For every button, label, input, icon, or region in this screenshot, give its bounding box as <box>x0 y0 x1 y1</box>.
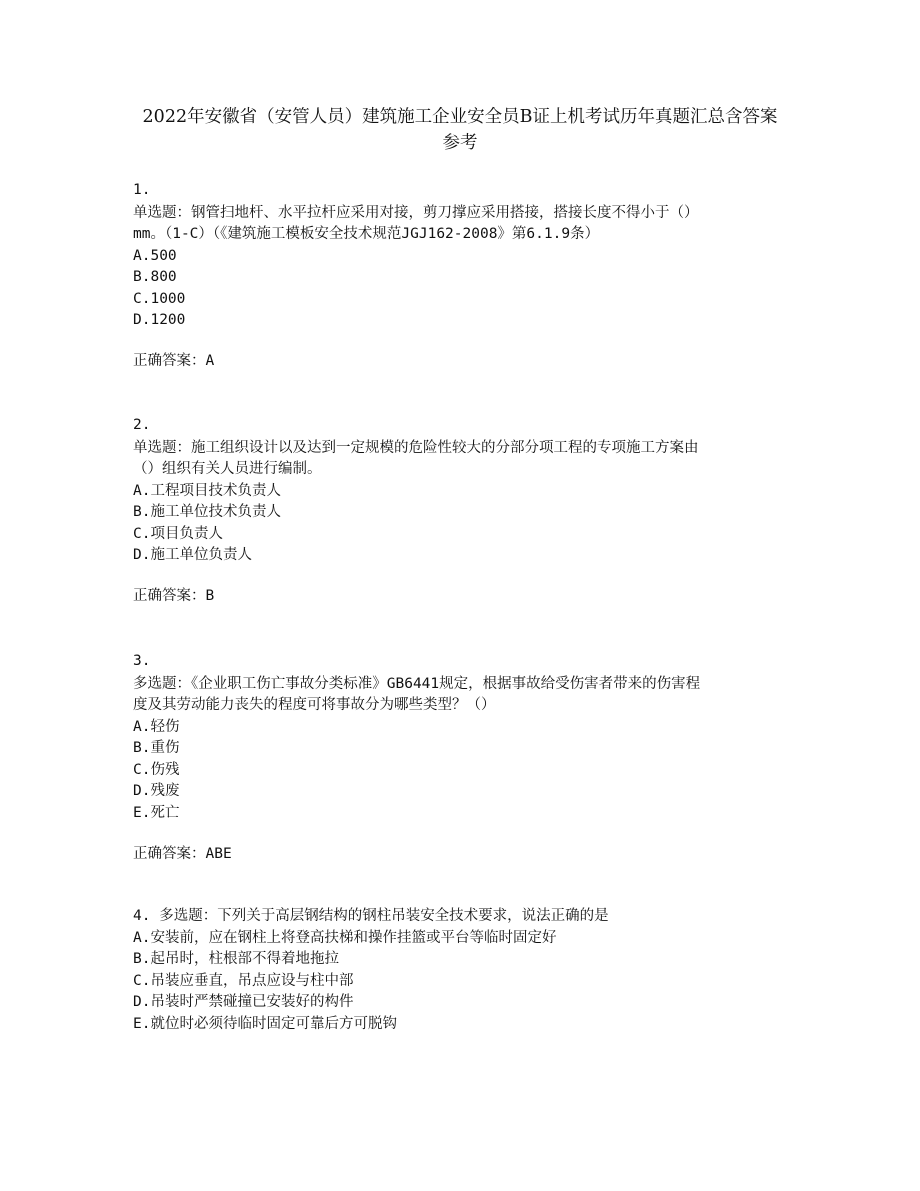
answer-2: 正确答案：B <box>133 588 215 604</box>
question-stem-line-1: 4. 多选题：下列关于高层钢结构的钢柱吊装安全技术要求，说法正确的是 <box>133 908 609 924</box>
question-2 <box>133 415 798 567</box>
question-number: 2. <box>133 417 151 433</box>
question-stem-line-2: 度及其劳动能力丧失的程度可将事故分为哪些类型？（） <box>133 697 496 713</box>
title-line-1: 2022年安徽省（安管人员）建筑施工企业安全员B证上机考试历年真题汇总含答案 <box>142 107 778 127</box>
question-1 <box>133 180 798 332</box>
question-stem-line-2: mm。（1-C）（《建筑施工模板安全技术规范JGJ162-2008》第6.1.9条） <box>133 226 600 242</box>
option-c: C.吊装应垂直，吊点应设与柱中部 <box>133 972 354 989</box>
answer-1: 正确答案：A <box>133 353 215 369</box>
option-a: A.轻伤 <box>133 718 180 735</box>
question-4 <box>133 906 798 1035</box>
question-3 <box>133 651 798 824</box>
question-stem-line-1: 单选题：钢管扫地杆、水平拉杆应采用对接，剪刀撑应采用搭接，搭接长度不得小于（） <box>133 204 699 221</box>
option-e: E.就位时必须待临时固定可靠后方可脱钩 <box>133 1015 397 1032</box>
option-b: B.800 <box>133 269 177 285</box>
option-b: B.重伤 <box>133 740 180 756</box>
option-a: A.工程项目技术负责人 <box>133 482 281 499</box>
option-b: B.施工单位技术负责人 <box>133 504 281 520</box>
option-a: A.安装前，应在钢柱上将登高扶梯和操作挂篮或平台等临时固定好 <box>133 929 557 946</box>
question-stem-line-1: 多选题：《企业职工伤亡事故分类标准》GB6441规定，根据事故给受伤害者带来的伤害程 <box>133 675 701 692</box>
option-e: E.死亡 <box>133 804 180 821</box>
answer-3: 正确答案：ABE <box>133 846 232 862</box>
option-a: A.500 <box>133 247 177 264</box>
option-c: C.1000 <box>133 290 186 307</box>
option-d: D.1200 <box>133 312 186 328</box>
question-stem-line-2: （）组织有关人员进行编制。 <box>133 461 322 477</box>
option-d: D.吊装时严禁碰撞已安装好的构件 <box>133 994 354 1010</box>
question-number: 3. <box>133 653 151 669</box>
option-c: C.伤残 <box>133 761 180 778</box>
option-b: B.起吊时，柱根部不得着地拖拉 <box>133 951 339 967</box>
question-stem-line-1: 单选题：施工组织设计以及达到一定规模的危险性较大的分部分项工程的专项施工方案由 <box>133 439 699 456</box>
title-line-2: 参考 <box>442 133 478 153</box>
option-c: C.项目负责人 <box>133 525 223 542</box>
document-title <box>100 104 820 156</box>
option-d: D.残废 <box>133 783 180 799</box>
option-d: D.施工单位负责人 <box>133 547 252 563</box>
question-number: 1. <box>133 182 151 198</box>
